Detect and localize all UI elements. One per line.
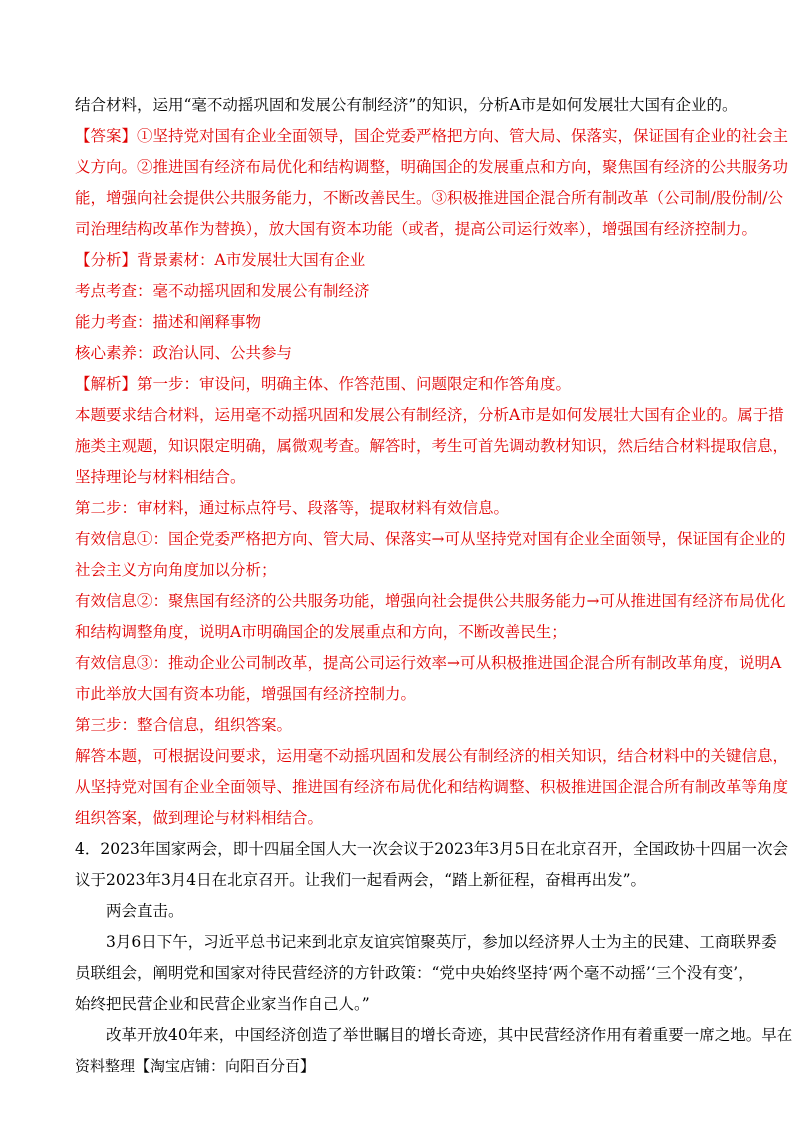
text-line: 4．2023年国家两会，即十四届全国人大一次会议于2023年3月5日在北京召开，全国政协十四届一次会: [75, 840, 788, 858]
text-line: 坚持理论与材料相结合。: [75, 468, 246, 486]
text-line: 3月6日下午，习近平总书记来到北京友谊宾馆聚英厅，参加以经济界人士为主的民建、工商联界委: [106, 933, 777, 951]
text-line: 两会直击。: [106, 902, 184, 920]
line-text: ①坚持党对国有企业全面领导，国企党委严格把方向、管大局、保落实，保证国有企业的社会主: [137, 127, 789, 145]
text-line: 员联组会，阐明党和国家对待民营经济的方针政策：“党中央始终坚持‘两个毫不动摇’‘三个没有变’，: [75, 964, 754, 982]
text-line: 能力考查：描述和阐释事物: [75, 313, 262, 331]
text-line: 第三步：整合信息，组织答案。: [75, 716, 293, 734]
text-line: 结合材料，运用“毫不动摇巩固和发展公有制经济”的知识，分析A市是如何发展壮大国有企业的。: [75, 96, 738, 114]
text-line: 从坚持党对国有企业全面领导、推进国有经济布局优化和结构调整、积极推进国企混合所有制改革等角度: [75, 778, 789, 796]
line-text: 第一步：审设问，明确主体、作答范围、问题限定和作答角度。: [137, 375, 572, 393]
text-line: 有效信息③：推动企业公司制改革，提高公司运行效率→可从积极推进国企混合所有制改革角度，说明A: [75, 654, 782, 672]
text-line: [75, 121, 789, 152]
text-line: 义方向。②推进国有经济布局优化和结构调整，明确国企的发展重点和方向，聚焦国有经济的公共服务功: [75, 158, 789, 176]
text-line: 考点考查：毫不动摇巩固和发展公有制经济: [75, 282, 370, 300]
text-line: [75, 245, 730, 276]
text-line: 本题要求结合材料，运用毫不动摇巩固和发展公有制经济，分析A市是如何发展壮大国有企业的。属于措: [75, 406, 784, 424]
section-tag: 【分析】: [75, 251, 138, 269]
text-line: 议于2023年3月4日在北京召开。让我们一起看两会，“踏上新征程，奋楫再出发”。: [75, 871, 647, 889]
text-line: 有效信息②：聚焦国有经济的公共服务功能，增强向社会提供公共服务能力→可从推进国有经济布局优化: [75, 592, 786, 610]
section-tag: 【解析】: [75, 375, 138, 393]
text-line: 能，增强向社会提供公共服务能力，不断改善民生。③积极推进国企混合所有制改革（公司制/股份制/公: [75, 189, 783, 207]
text-line: 组织答案，做到理论与材料相结合。: [75, 809, 324, 827]
page-footer: 资料整理【淘宝店铺：向阳百分百】: [75, 1057, 316, 1075]
line-text: 背景素材：A市发展壮大国有企业: [137, 251, 366, 269]
text-line: 有效信息①：国企党委严格把方向、管大局、保落实→可从坚持党对国有企业全面领导，保证国有企业的: [75, 530, 786, 548]
text-line: 市此举放大国有资本功能，增强国有经济控制力。: [75, 685, 417, 703]
text-line: 始终把民营企业和民营企业家当作自己人。”: [75, 995, 370, 1013]
text-line: 第二步：审材料，通过标点符号、段落等，提取材料有效信息。: [75, 499, 510, 517]
text-line: 改革开放40年来，中国经济创造了举世瞩目的增长奇迹，其中民营经济作用有着重要一席之地。早在: [106, 1026, 793, 1044]
text-line: 施类主观题，知识限定明确，属微观考查。解答时，考生可首先调动教材知识，然后结合材料提取信息，: [75, 437, 789, 455]
text-line: 司治理结构改革作为替换），放大国有资本功能（或者，提高公司运行效率），增强国有经济控制力。: [75, 220, 758, 238]
text-line: 社会主义方向角度加以分析；: [75, 561, 277, 579]
section-tag: 【答案】: [75, 127, 138, 145]
text-line: 解答本题，可根据设问要求，运用毫不动摇巩固和发展公有制经济的相关知识，结合材料中的关键信息，: [75, 747, 789, 765]
text-line: 和结构调整角度，说明A市明确国企的发展重点和方向，不断改善民生；: [75, 623, 567, 641]
document-body: [75, 90, 793, 1051]
text-line: 核心素养：政治认同、公共参与: [75, 344, 293, 362]
text-line: [75, 369, 730, 400]
